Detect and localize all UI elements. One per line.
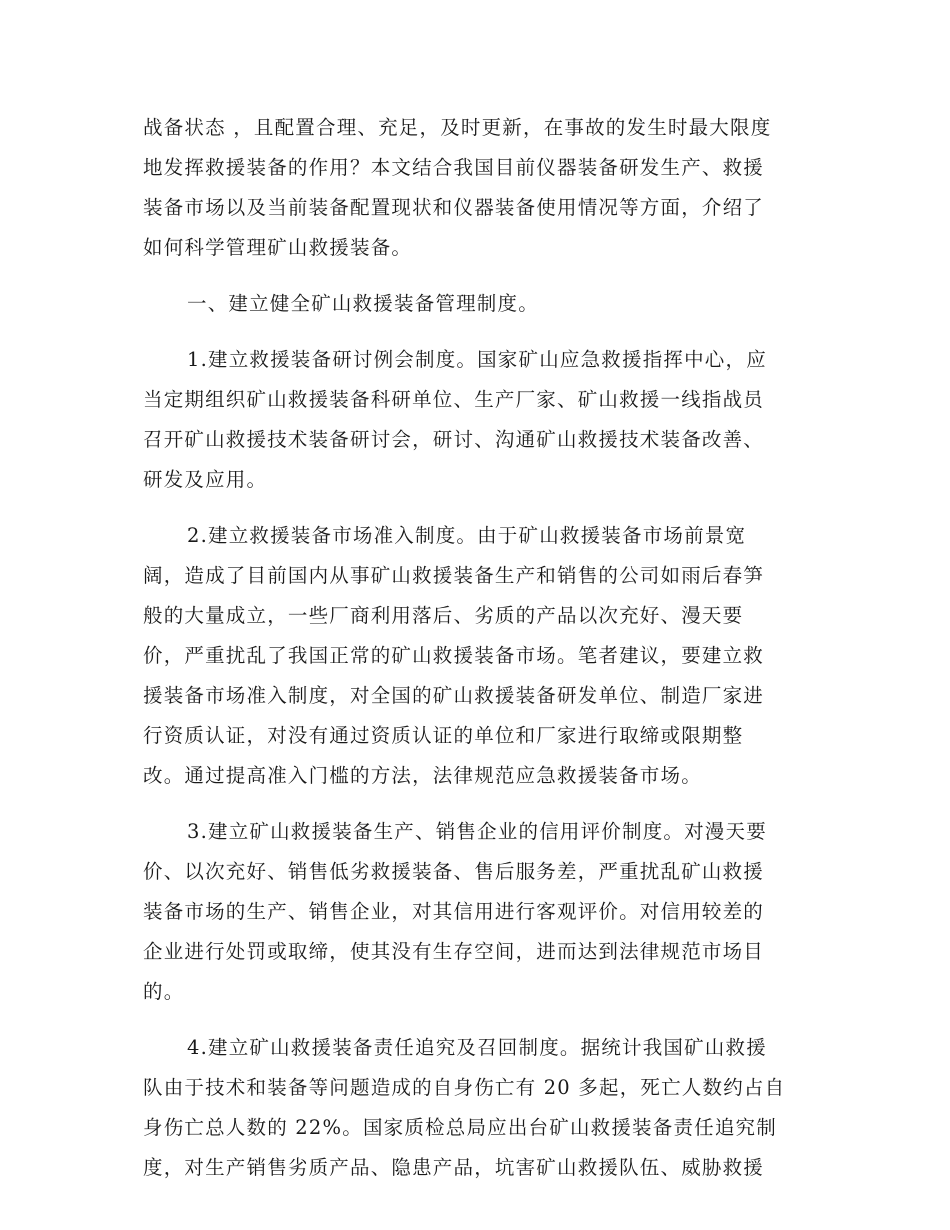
paragraph-line: 的。 [143,980,185,1003]
item-2-paragraph [143,516,813,796]
paragraph-line: 3.建立矿山救援装备生产、销售企业的信用评价制度。对漫天要 [187,820,767,843]
paragraph-line: 2.建立救援装备市场准入制度。由于矿山救援装备市场前景宽 [187,524,747,547]
paragraph-line: 装备市场以及当前装备配置现状和仪器装备使用情况等方面，介绍了 [143,196,765,219]
paragraph-line: 行资质认证，对没有通过资质认证的单位和厂家进行取缔或限期整 [143,724,744,747]
document-body [143,108,813,1188]
paragraph-line: 价、以次充好、销售低劣救援装备、售后服务差，严重扰乱矿山救援 [143,860,765,883]
paragraph-line: 改。通过提高准入门槛的方法，法律规范应急救援装备市场。 [143,764,702,787]
paragraph-line: 1.建立救援装备研讨例会制度。国家矿山应急救援指挥中心，应 [187,348,767,371]
paragraph-line: 度，对生产销售劣质产品、隐患产品，坑害矿山救援队伍、威胁救援 [143,1156,765,1179]
paragraph-line: 般的大量成立，一些厂商利用落后、劣质的产品以次充好、漫天要 [143,604,744,627]
paragraph-line: 4.建立矿山救援装备责任追究及召回制度。据统计我国矿山救援 [187,1036,767,1059]
paragraph-line: 队由于技术和装备等问题造成的自身伤亡有 20 多起，死亡人数约占自 [143,1076,786,1099]
paragraph-line: 身伤亡总人数的 22%。国家质检总局应出台矿山救援装备责任追究制 [143,1116,777,1139]
paragraph-line: 战备状态 ，且配置合理、充足，及时更新，在事故的发生时最大限度 [143,116,772,139]
section-heading: 一、建立健全矿山救援装备管理制度。 [187,292,539,315]
paragraph-line: 阔，造成了目前国内从事矿山救援装备生产和销售的公司如雨后春笋 [143,564,765,587]
paragraph-line: 当定期组织矿山救援装备科研单位、生产厂家、矿山救援一线指战员 [143,388,765,411]
intro-paragraph [143,108,813,268]
paragraph-line: 召开矿山救援技术装备研讨会，研讨、沟通矿山救援技术装备改善、 [143,428,765,451]
paragraph-line: 地发挥救援装备的作用？本文结合我国目前仪器装备研发生产、救援 [143,156,765,179]
paragraph-line: 价，严重扰乱了我国正常的矿山救援装备市场。笔者建议，要建立救 [143,644,765,667]
paragraph-line: 援装备市场准入制度，对全国的矿山救援装备研发单位、制造厂家进 [143,684,765,707]
paragraph-line: 装备市场的生产、销售企业，对其信用进行客观评价。对信用较差的 [143,900,765,923]
item-4-paragraph [143,1028,813,1188]
item-3-paragraph [143,812,813,1012]
paragraph-line: 研发及应用。 [143,468,268,491]
paragraph-line: 企业进行处罚或取缔，使其没有生存空间，进而达到法律规范市场目 [143,940,765,963]
item-1-paragraph [143,340,813,500]
paragraph-line: 如何科学管理矿山救援装备。 [143,236,413,259]
